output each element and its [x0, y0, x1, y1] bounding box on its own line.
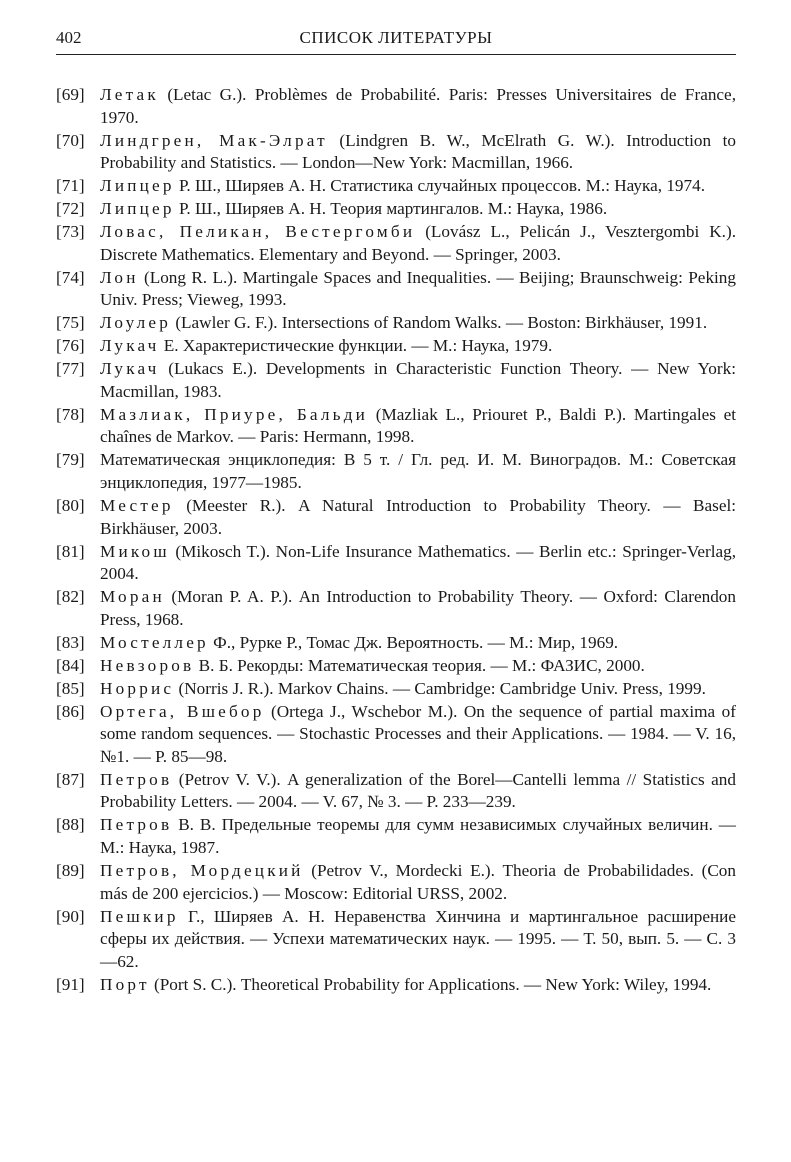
- reference-author: Лукач: [100, 336, 160, 356]
- reference-item: [56, 267, 736, 312]
- reference-text: (Mikosch T.). Non-Life Insurance Mathematics. — Berlin etc.: Springer-Verlag, 2004.: [100, 541, 736, 584]
- reference-text: (Lukacs E.). Developments in Characteristic Function Theory. — New York: Macmillan, 1983.: [100, 359, 736, 401]
- reference-item: [56, 221, 736, 266]
- reference-text: (Meester R.). A Natural Introduction to Probability Theory. — Basel: Birkhäuser, 2003.: [100, 495, 736, 538]
- reference-number: [78]: [56, 404, 85, 424]
- reference-item: [56, 449, 736, 494]
- reference-text: (Petrov V. V.). A generalization of the Borel—Cantelli lemma // Statistics and Probability Letters. — 2004. — V. 67, № 3. — P. 233—239.: [100, 769, 736, 812]
- reference-item: [56, 586, 736, 631]
- reference-number: [71]: [56, 176, 85, 196]
- reference-text: Г., Ширяев А. Н. Неравенства Хинчина и мартингальное расширение сферы их действия. — Успехи математических наук. — 1995. — Т. 50, вып. 5. — С. 3—62.: [100, 906, 736, 971]
- reference-number: [84]: [56, 655, 85, 675]
- reference-number: [83]: [56, 632, 85, 652]
- reference-text: В. Б. Рекорды: Математическая теория. — М.: ФАЗИС, 2000.: [194, 655, 645, 675]
- reference-item: [56, 130, 736, 175]
- header-rule: [56, 54, 736, 55]
- reference-item: [56, 769, 736, 814]
- reference-item: [56, 701, 736, 769]
- reference-number: [77]: [56, 359, 85, 379]
- running-title: СПИСОК ЛИТЕРАТУРЫ: [299, 28, 493, 47]
- reference-author: Невзоров: [100, 655, 195, 675]
- reference-number: [75]: [56, 313, 85, 333]
- reference-number: [81]: [56, 541, 85, 561]
- reference-number: [80]: [56, 495, 85, 515]
- reference-author: Лукач: [100, 359, 160, 379]
- reference-author: Порт: [100, 974, 150, 994]
- reference-text: Р. Ш., Ширяев А. Н. Теория мартингалов. М.: Наука, 1986.: [174, 199, 608, 219]
- reference-text: (Mazliak L., Priouret P., Baldi P.). Martingales et chaînes de Markov. — Paris: Hermann, 1998.: [100, 404, 737, 447]
- reference-item: [56, 541, 736, 586]
- reference-author: Лоулер: [100, 313, 172, 333]
- reference-number: [85]: [56, 678, 85, 698]
- reference-text: Р. Ш., Ширяев А. Н. Статистика случайных процессов. М.: Наука, 1974.: [174, 176, 706, 196]
- reference-author: Местер: [100, 495, 174, 515]
- reference-author: Мазлиак, Приуре, Бальди: [100, 404, 369, 424]
- reference-number: [79]: [56, 450, 85, 470]
- reference-item: [56, 655, 736, 678]
- reference-number: [74]: [56, 267, 85, 287]
- reference-item: [56, 84, 736, 129]
- reference-author: Ортега, Вшебор: [100, 701, 265, 721]
- reference-text: (Petrov V., Mordecki E.). Theoria de Probabilidades. (Con más de 200 ejercicios.) — Moscow: Editorial URSS, 2002.: [100, 861, 736, 903]
- reference-number: [73]: [56, 222, 85, 242]
- reference-item: [56, 906, 736, 974]
- reference-item: [56, 860, 736, 905]
- reference-item: [56, 312, 736, 335]
- reference-author: Липцер: [100, 176, 175, 196]
- reference-number: [69]: [56, 85, 85, 104]
- reference-author: Мостеллер: [100, 632, 209, 652]
- reference-item: [56, 678, 736, 701]
- reference-text: (Port S. C.). Theoretical Probability for Applications. — New York: Wiley, 1994.: [149, 974, 712, 994]
- reference-item: [56, 495, 736, 540]
- reference-text: (Lawler G. F.). Intersections of Random Walks. — Boston: Birkhäuser, 1991.: [171, 313, 708, 333]
- reference-item: [56, 358, 736, 403]
- reference-list: [56, 84, 736, 997]
- reference-text: (Lindgren B. W., McElrath G. W.). Introduction to Probability and Statistics. — London—New York: Macmillan, 1966.: [100, 130, 736, 173]
- reference-text: В. В. Предельные теоремы для сумм независимых случайных величин. — М.: Наука, 1987.: [100, 815, 736, 858]
- reference-text: (Norris J. R.). Markov Chains. — Cambridge: Cambridge Univ. Press, 1999.: [174, 678, 706, 698]
- reference-author: Петров: [100, 769, 173, 789]
- reference-author: Микош: [100, 541, 170, 561]
- reference-number: [90]: [56, 906, 85, 926]
- reference-author: Линдгрен, Мак-Элрат: [100, 130, 328, 150]
- reference-text: (Lovász L., Pelicán J., Vesztergombi K.). Discrete Mathematics. Elementary and Beyond. — Springer, 2003.: [100, 222, 736, 264]
- reference-author: Моран: [100, 587, 165, 607]
- reference-author: Липцер: [100, 199, 175, 219]
- reference-text: Ф., Рурке Р., Томас Дж. Вероятность. — М.: Мир, 1969.: [208, 632, 619, 652]
- reference-item: [56, 335, 736, 358]
- reference-item: [56, 175, 736, 198]
- reference-number: [76]: [56, 336, 85, 356]
- reference-item: [56, 632, 736, 655]
- reference-author: Норрис: [100, 678, 175, 698]
- reference-number: [87]: [56, 769, 85, 789]
- reference-author: Летак: [100, 85, 159, 104]
- reference-author: Петров: [100, 815, 173, 835]
- page-number: 402: [56, 28, 82, 47]
- reference-text: (Long R. L.). Martingale Spaces and Inequalities. — Beijing; Braunschweig: Peking Univ. Press; Vieweg, 1993.: [100, 267, 736, 310]
- reference-text: Математическая энциклопедия: В 5 т. / Гл. ред. И. М. Виноградов. М.: Советская энциклопедия, 1977—1985.: [100, 450, 736, 492]
- reference-author: Ловас, Пеликан, Вестергомби: [100, 222, 416, 242]
- reference-number: [72]: [56, 199, 85, 219]
- reference-text: (Letac G.). Problèmes de Probabilité. Paris: Presses Universitaires de France, 1970.: [100, 85, 736, 127]
- reference-item: [56, 198, 736, 221]
- reference-number: [86]: [56, 701, 85, 721]
- reference-author: Пешкир: [100, 906, 179, 926]
- reference-item: [56, 974, 736, 997]
- reference-author: Лон: [100, 267, 139, 287]
- reference-text: (Moran P. A. P.). An Introduction to Probability Theory. — Oxford: Clarendon Press, 1968.: [100, 587, 736, 629]
- reference-item: [56, 814, 736, 859]
- reference-text: Е. Характеристические функции. — М.: Наука, 1979.: [159, 336, 553, 356]
- reference-number: [70]: [56, 130, 85, 150]
- reference-author: Петров, Мордецкий: [100, 861, 304, 880]
- reference-text: (Ortega J., Wschebor M.). On the sequence of partial maxima of some random sequences. — Stochastic Processes and their Applications. — 1984. — V. 16, №1. — P. 85—98.: [100, 701, 736, 766]
- reference-item: [56, 404, 736, 449]
- reference-number: [91]: [56, 974, 85, 994]
- reference-number: [82]: [56, 587, 85, 607]
- reference-number: [89]: [56, 861, 85, 880]
- reference-number: [88]: [56, 815, 85, 835]
